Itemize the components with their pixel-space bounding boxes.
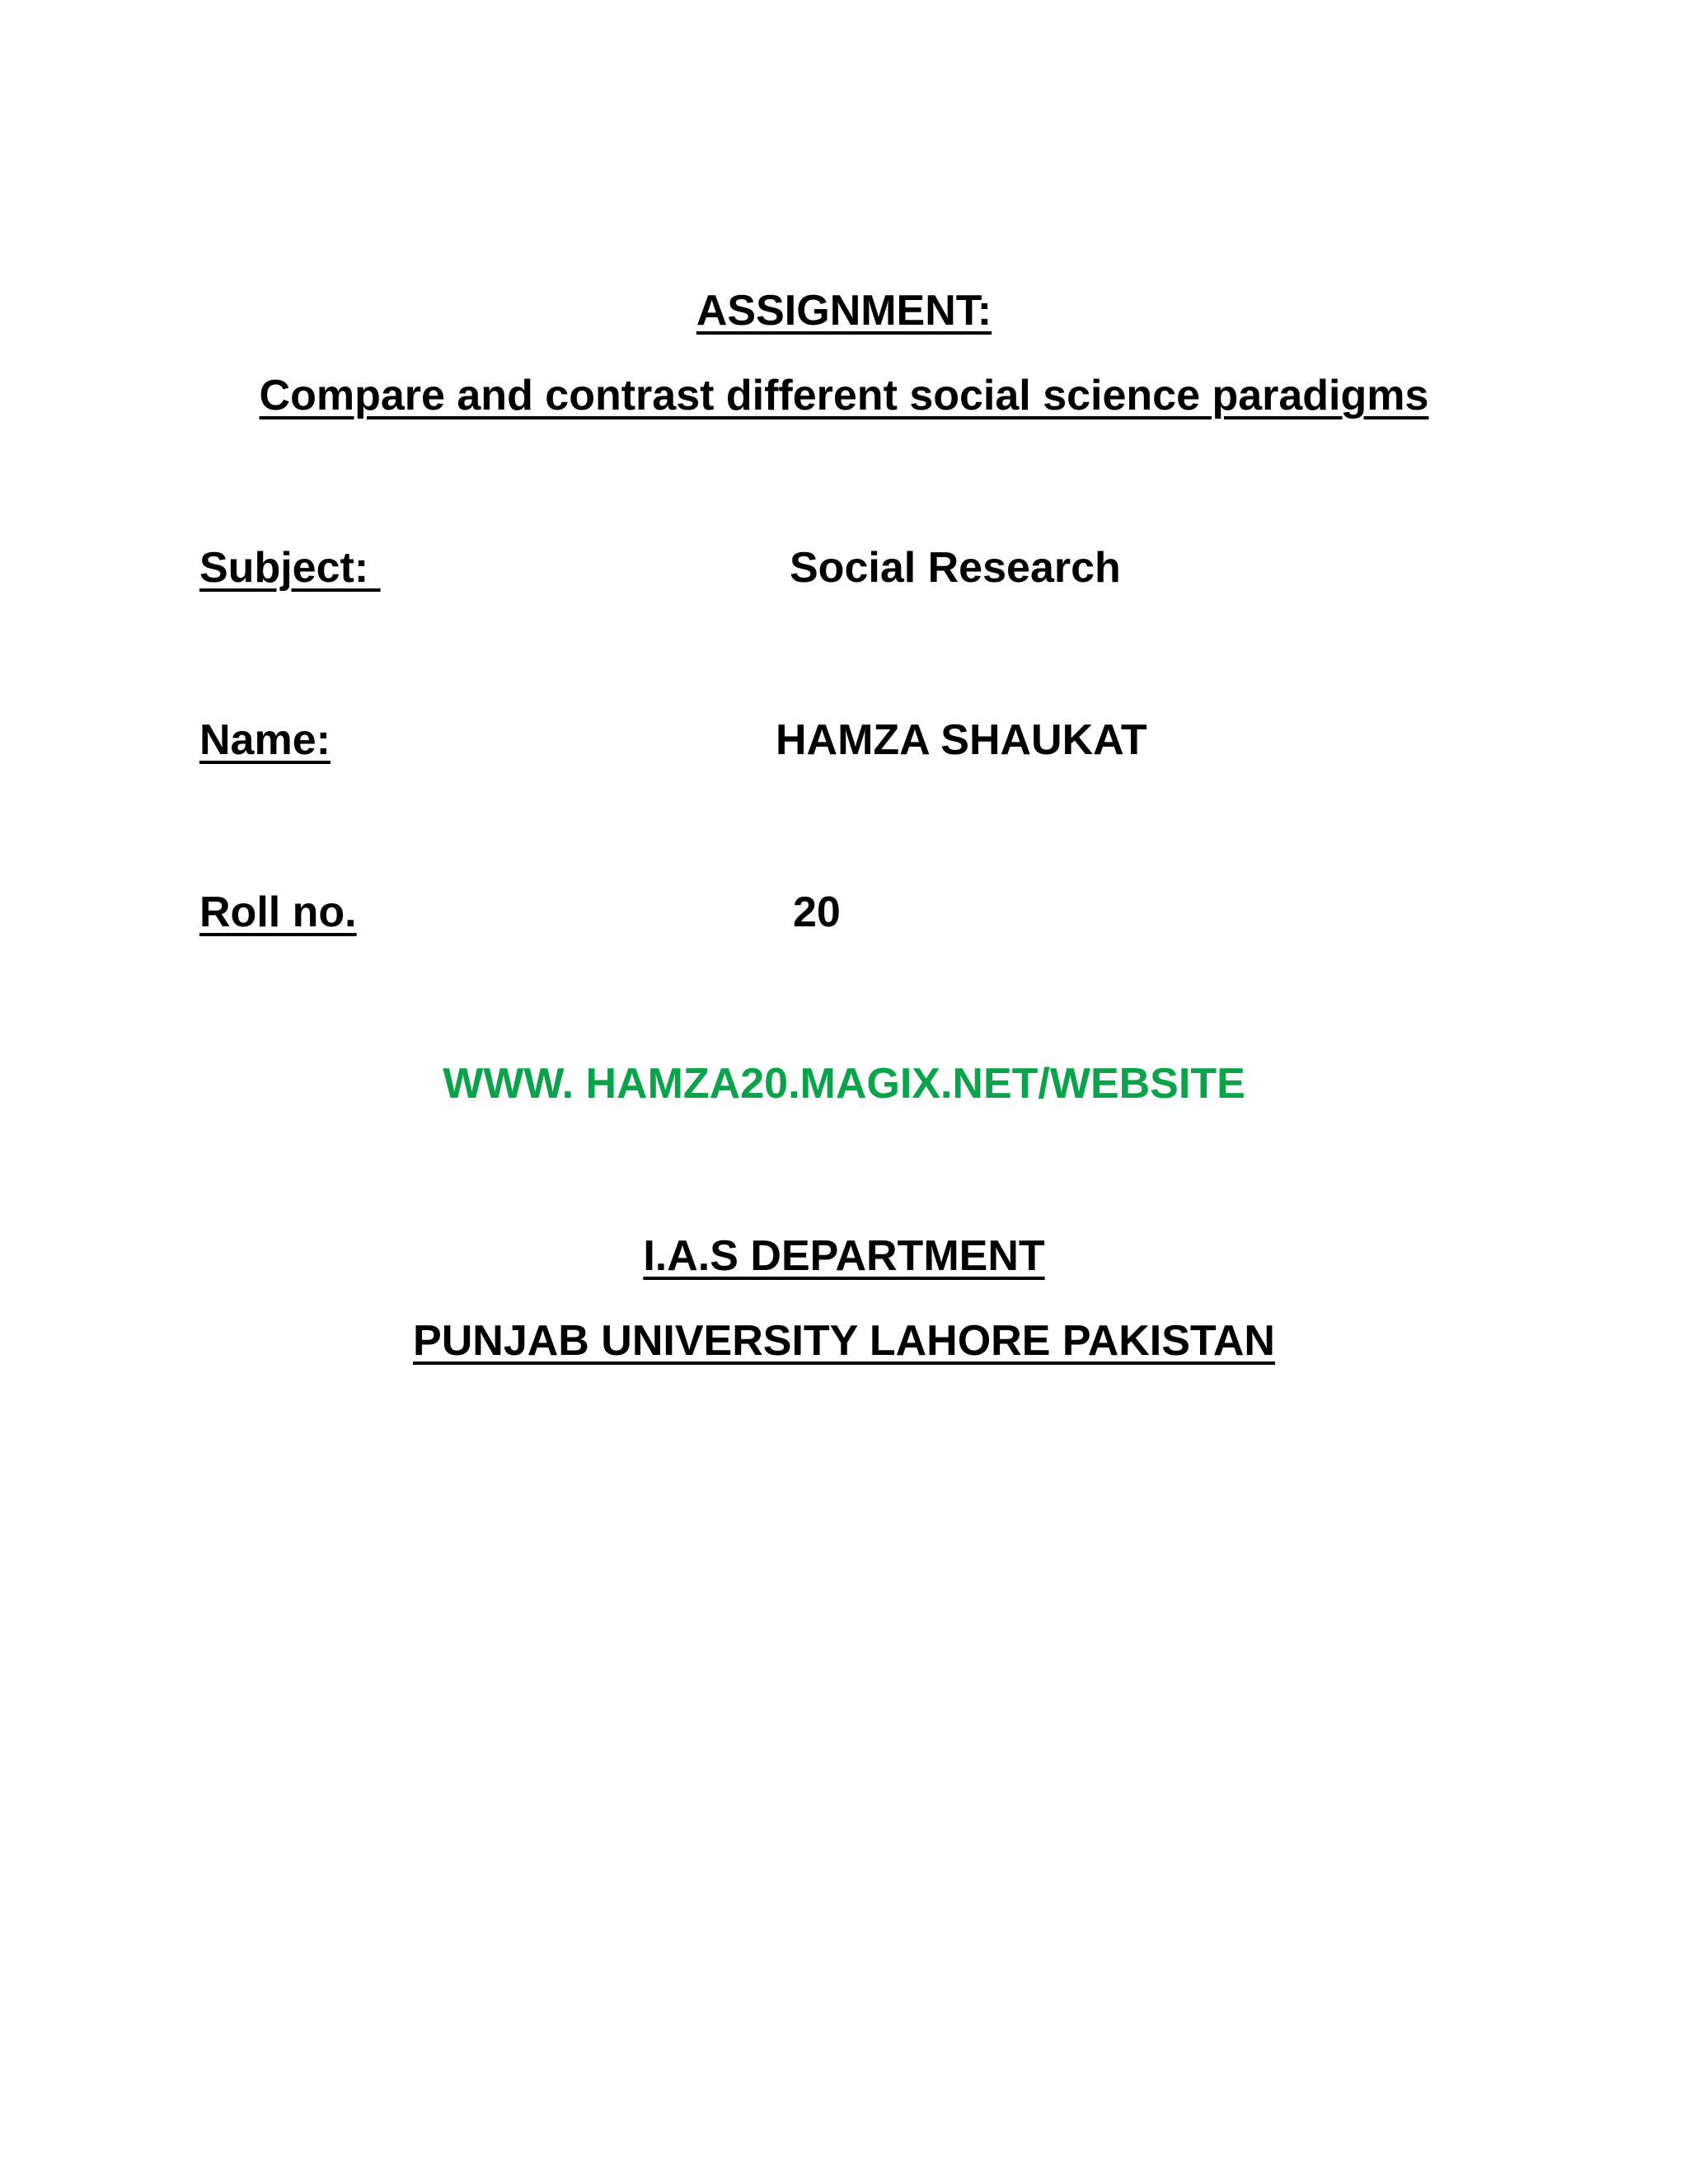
assignment-topic: Compare and contrast different social science paradigms: [259, 372, 1429, 419]
name-value: HAMZA SHAUKAT: [776, 716, 1147, 764]
department-name: I.A.S DEPARTMENT: [643, 1232, 1045, 1280]
subject-label: Subject:: [199, 544, 381, 592]
website-link[interactable]: WWW. HAMZA20.MAGIX.NET/WEBSITE: [443, 1060, 1245, 1108]
assignment-heading: ASSIGNMENT:: [696, 287, 992, 335]
subject-value: Social Research: [790, 544, 1121, 592]
roll-number-value: 20: [793, 888, 841, 936]
name-label: Name:: [199, 716, 331, 764]
roll-number-label: Roll no.: [199, 888, 357, 936]
university-name: PUNJAB UNIVERSITY LAHORE PAKISTAN: [413, 1317, 1275, 1365]
